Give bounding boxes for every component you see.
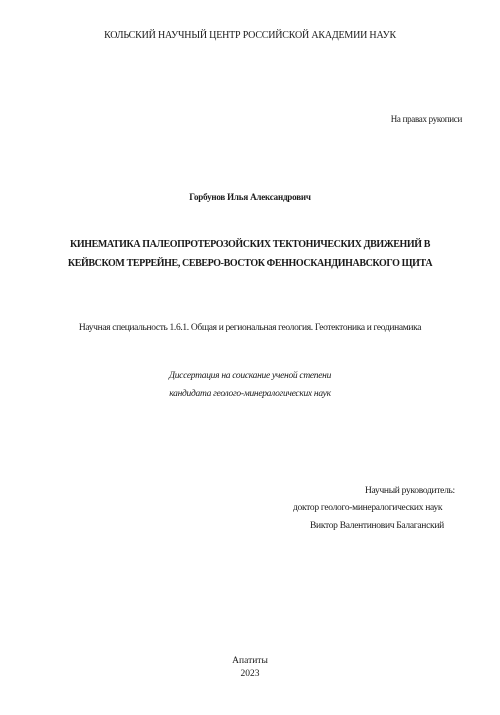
dissertation-title-line-1: КИНЕМАТИКА ПАЛЕОПРОТЕРОЗОЙСКИХ ТЕКТОНИЧЕСКИХ ДВИЖЕНИЙ В — [70, 239, 430, 250]
supervisor-name: Виктор Валентинович Балаганский — [310, 521, 444, 531]
organization-name: КОЛЬСКИЙ НАУЧНЫЙ ЦЕНТР РОССИЙСКОЙ АКАДЕМИИ НАУК — [104, 30, 396, 41]
manuscript-rights-note: На правах рукописи — [390, 114, 462, 124]
dissertation-title-line-2: КЕЙВСКОМ ТЕРРЕЙНЕ, СЕВЕРО-ВОСТОК ФЕННОСКАНДИНАВСКОГО ЩИТА — [67, 258, 433, 269]
dissertation-degree-line-2: кандидата геолого-минералогических наук — [169, 389, 331, 399]
scientific-specialty: Научная специальность 1.6.1. Общая и региональная геология. Геотектоника и геодинамика — [78, 323, 422, 333]
dissertation-degree-line-1: Диссертация на соискание ученой степени — [168, 371, 332, 381]
supervisor-label: Научный руководитель: — [365, 486, 455, 496]
year: 2023 — [240, 669, 260, 679]
supervisor-degree: доктор геолого-минералогических наук — [293, 503, 443, 513]
city: Апатиты — [232, 656, 268, 666]
author-name: Горбунов Илья Александрович — [189, 192, 311, 202]
